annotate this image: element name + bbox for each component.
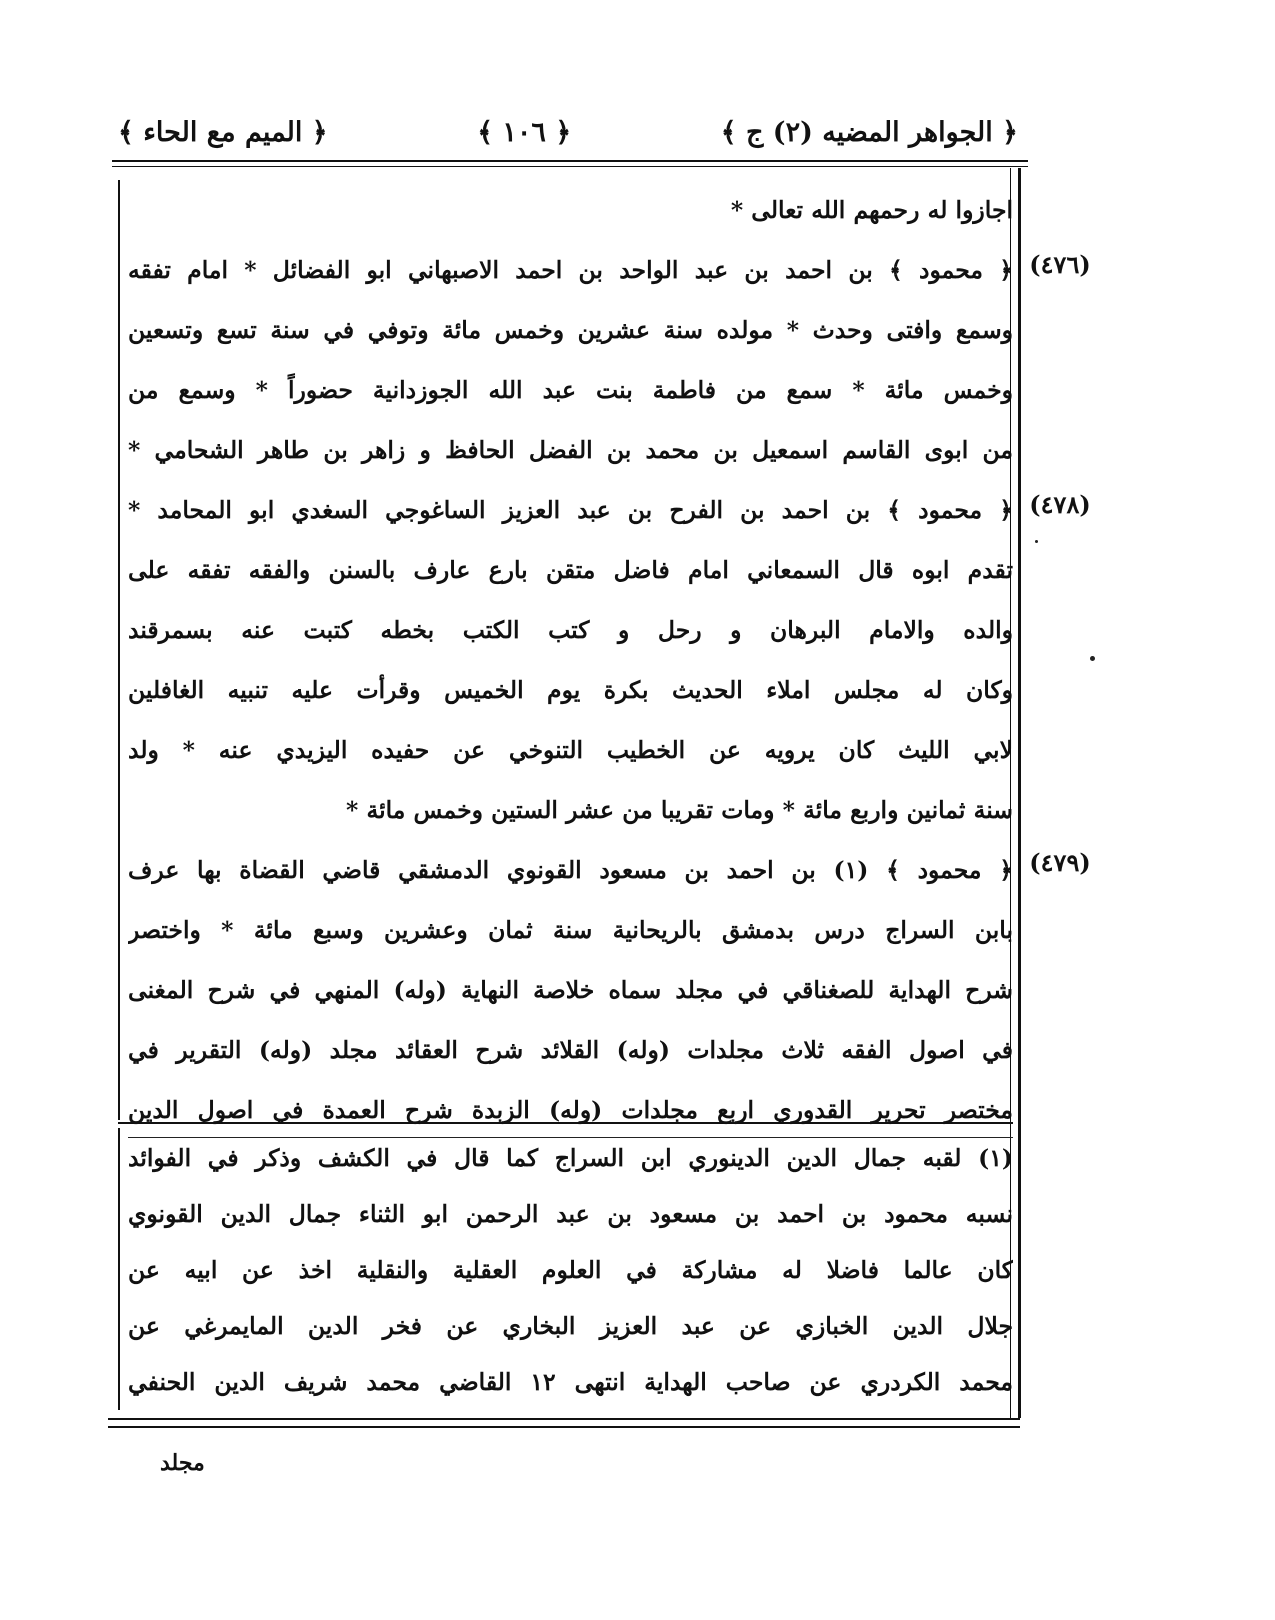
frame-right-outer <box>1018 168 1021 1418</box>
body-line: من ابوى القاسم اسمعيل بن محمد بن الفضل الحافظ و زاهر بن طاهر الشحامي * <box>128 436 1013 464</box>
body-line: سنة ثمانين واربع مائة * ومات تقريبا من عشر الستين وخمس مائة * <box>346 796 1013 824</box>
bottom-rule-bottom <box>108 1426 1020 1428</box>
bottom-rule-top <box>108 1418 1020 1420</box>
footnote-line: نسبه محمود بن احمد بن مسعود بن عبد الرحمن ابو الثناء جمال الدين القونوي <box>128 1200 1013 1228</box>
entry-number-479: (٤٧٩) <box>1029 848 1091 877</box>
footnote-line: (١) لقبه جمال الدين الدينوري ابن السراج كما قال في الكشف وذكر في الفوائد <box>128 1144 1013 1172</box>
footnote-line: كان عالما فاضلا له مشاركة في العلوم العقلية والنقلية اخذ عن ابيه عن <box>128 1256 1013 1284</box>
body-line: اجازوا له رحمهم الله تعالى * <box>730 196 1013 224</box>
entry-number-476: (٤٧٦) <box>1029 250 1091 279</box>
stray-mark <box>1035 540 1038 543</box>
body-text <box>128 180 1013 1140</box>
header-book-title: ﴿ الجواهر المضيه (٢) ج ﴾ <box>720 116 1018 148</box>
body-line: والده والامام البرهان و رحل و كتب الكتب بخطه كتبت عنه بسمرقند <box>128 616 1013 644</box>
entry-number-478: (٤٧٨) <box>1029 490 1091 519</box>
body-line: في اصول الفقه ثلاث مجلدات (وله) القلائد شرح العقائد مجلد (وله) التقرير في <box>128 1036 1013 1064</box>
footnote-text <box>128 1130 1013 1410</box>
header-page-number: ﴿ ١٠٦ ﴾ <box>477 116 572 148</box>
body-line: وخمس مائة * سمع من فاطمة بنت عبد الله الجوزدانية حضوراً * وسمع من <box>128 376 1013 404</box>
body-line: مختصر تحرير القدوري اربع مجلدات (وله) الزبدة شرح العمدة في اصول الدين <box>128 1080 1013 1140</box>
header-rule-top <box>112 160 1028 162</box>
body-line: وكان له مجلس املاء الحديث بكرة يوم الخميس وقرأت عليه تنبيه الغافلين <box>128 676 1013 704</box>
body-line: ﴿ محمود ﴾ بن احمد بن الفرح بن عبد العزيز الساغوجي السغدي ابو المحامد * <box>128 496 1013 524</box>
body-line: وسمع وافتى وحدث * مولده سنة عشرين وخمس مائة وتوفي في سنة تسع وتسعين <box>128 316 1013 344</box>
body-line: شرح الهداية للصغناقي في مجلد سماه خلاصة النهاية (وله) المنهي في شرح المغنى <box>128 976 1013 1004</box>
body-line: لابي الليث كان يرويه عن الخطيب التنوخي عن حفيده اليزيدي عنه * ولد <box>128 736 1013 764</box>
footnote-line: جلال الدين الخبازي عن عبد العزيز البخاري عن فخر الدين المايمرغي عن <box>128 1312 1013 1340</box>
header-rule-bottom <box>112 166 1028 167</box>
running-header <box>118 108 1018 156</box>
stray-mark <box>1090 656 1095 661</box>
body-line: ﴿ محمود ﴾ بن احمد بن عبد الواحد بن احمد الاصبهاني ابو الفضائل * امام تفقه <box>128 256 1013 284</box>
frame-left-line-footnote <box>118 1128 120 1410</box>
frame-left-line <box>118 180 120 1120</box>
body-line: بابن السراج درس بدمشق بالريحانية سنة ثمان وعشرين وسبع مائة * واختصر <box>128 916 1013 944</box>
footnote-line: محمد الكردري عن صاحب الهداية انتهى ١٢ القاضي محمد شريف الدين الحنفي <box>128 1368 1013 1396</box>
catchword: مجلد <box>160 1450 205 1476</box>
body-line: تقدم ابوه قال السمعاني امام فاضل متقن بارع عارف بالسنن والفقه تفقه على <box>128 556 1013 584</box>
body-line: ﴿ محمود ﴾ (١) بن احمد بن مسعود القونوي الدمشقي قاضي القضاة بها عرف <box>128 856 1013 884</box>
header-section-title: ﴿ الميم مع الحاء ﴾ <box>118 116 328 148</box>
